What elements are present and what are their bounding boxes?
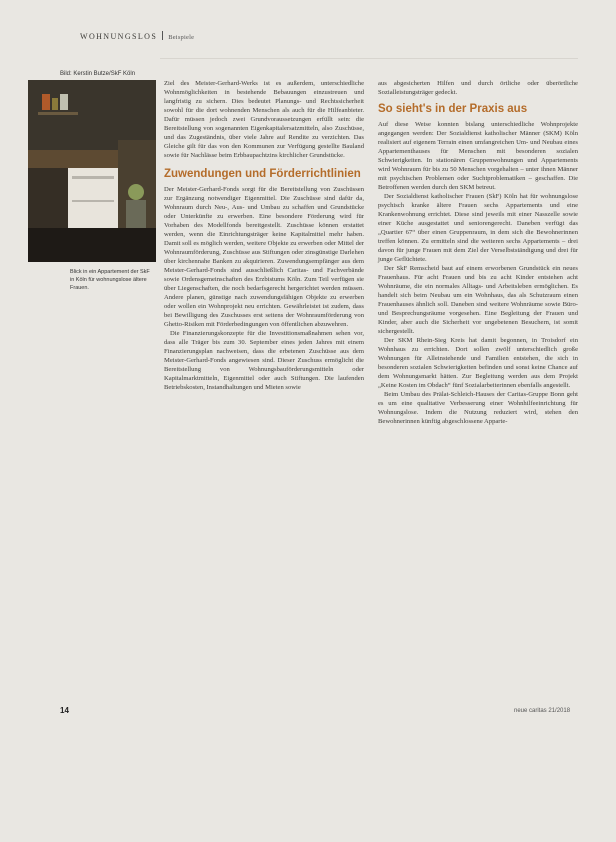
column2-paragraph-3: Der Sozialdienst katholischer Frauen (SkF) Köln hat für wohnungslose psychisch kranke ältere Frauen sechs Appartements und eine Krankenwohnung errichtet. Diese sind jeweils mit einer Nasszelle sowie einer Küche ausgestattet und seniorengerecht. Daneben verfügt das „Quartier 67“ über einen Gruppenraum, in dem sich die Bewohnerinnen treffen können. Zu ermitteln sind die weiteren sechs Appartements – drei davon für junge Frauen mit dem Ziel der Verselbstständigung und drei für junge Geflüchtete. — [378, 193, 578, 263]
column1-paragraph-2: Der Meister-Gerhard-Fonds sorgt für die Bereitstellung von Zuschüssen zur Ergänzung notwendiger Eigenmittel. Die Zuschüsse sind dafür da, Wohnraum durch Neu-, Aus- und Umbau zu schaffen und Grundstücke oder Unterkünfte zu erwerben. Eine besondere Förderung wird für Vorhaben des Modellfonds bereitgestellt. Zuschüsse können erstattet werden, wenn die Einrichtungsträger keine Kapitalmittel mehr haben. Damit soll es möglich werden, weitere Objekte zu erwerben oder Mittel der Wohnraumförderung, Zuschüsse aus Stiftungen oder zinsgünstige Darlehen über kirchennahe Banken zu akquirieren. Zuwendungsempfänger aus dem Meister-Gerhard-Fonds sind ausschließlich Caritas- und Fachverbände sowie Ordensgemeinschaften des Erzbistums Köln. Zum Teil verfügen sie über Liegenschaften, die noch bedarfsgerecht hergerichtet werden müssen. Andere planen, günstige nach zuwendungsfähigen Objekte zu erwerben oder wollen ein Wohnprojekt neu errichten. Gewährleistet ist zudem, dass bei Bewilligung des Zuschusses erst seitens der Wohnraumförderung von Ghetto-Risiken mit Förderbedingungen von öffentlichen abzuwehren. — [164, 186, 364, 328]
photo-credit: Bild: Kerstin Butze/SkF Köln — [60, 71, 136, 77]
column1-paragraph-1: Ziel des Meister-Gerhard-Werks ist es außerdem, unterschiedliche Wohnmöglichkeiten in bestehende Bebauungen einzustreuen und langfristig zu sichern. Dies bedeutet Planungs- und Rechtssicherheit sowohl für die dort wohnenden Menschen als auch für die Hilfeanbieter. Dafür müssen jedoch zwei Grundvoraussetzungen erfüllt sein: die Bereitstellung von sogenannten Eigenkapitalersatzmitteln, also Zuschüsse, und das Zugeständnis, über viele Jahre auf Rendite zu verzichten. Das Gleiche gilt für das von den Kommunen zur Verfügung gestellte Bauland sowie für Nachlässe beim Erbbaupachtzins kirchlicher Grundstücke. — [164, 80, 364, 159]
article-column-1 — [164, 79, 364, 392]
header-separator — [162, 31, 163, 40]
page-number: 14 — [60, 706, 69, 715]
section-heading-funding: Zuwendungen und Förderrichtlinien — [164, 168, 361, 180]
section-heading-practice: So sieht's in der Praxis aus — [378, 103, 528, 115]
article-column-2 — [378, 79, 578, 426]
apartment-photo-drawing — [28, 80, 156, 262]
running-header — [80, 31, 194, 41]
top-rule — [160, 58, 578, 59]
header-subsection: Beispiele — [168, 34, 195, 41]
column2-paragraph-6: Beim Umbau des Prälat-Schleich-Hauses der Caritas-Gruppe Bonn geht es um eine qualitative Verbesserung einer Wohnhilfeeinrichtung für Wohnungslose. Indem die Nutzung reduziert wird, stehen den Bewohnerinnen künftig abgeschlossene Apparte- — [378, 391, 578, 425]
publication-name: neue caritas 21/2018 — [514, 708, 571, 714]
column2-paragraph-1: aus abgesicherten Hilfen und durch örtliche oder überörtliche Sozialleistungsträger gedeckt. — [378, 80, 578, 96]
header-section: WOHNUNGSLOS — [80, 32, 158, 41]
photo-caption: Blick in ein Appartement der SkF in Köln für wohnungslose ältere Frauen. — [70, 269, 150, 291]
column1-paragraph-3: Die Finanzierungskonzepte für die Investitionsmaßnahmen sehen vor, dass alle Träger bis zum 30. September eines jeden Jahres mit einem Finanzierungsplan nachweisen, dass die erbetenen Zuschüsse aus dem Meister-Gerhard-Fonds angewiesen sind. Dieser Zuschuss ermöglicht die Bereitstellung von Wohnungsbauförderungsmitteln oder Kapitalmarktmitteln, Eigenmittel oder auch Stiftungen. Die laufenden Betriebskosten, Instandhaltungen und Mieten sowie — [164, 330, 364, 391]
column2-paragraph-2: Auf diese Weise konnten bislang unterschiedliche Wohnprojekte angegangen werden: Der Sozialdienst katholischer Männer (SKM) Köln realisiert auf eigenem Terrain einen umfangreichen Um- und Neubau eines Appartementhauses für Menschen mit besonderen sozialen Schwierigkeiten. In stationären Gruppenwohnungen und Appartements wird Wohnraum für bis zu 50 Menschen vorgehalten – unter ihnen Männer mit psychischen Problemen oder Suchtproblematiken – geschaffen. Die Betroffenen werden durch den SKM betreut. — [378, 121, 578, 191]
column2-paragraph-5: Der SKM Rhein-Sieg Kreis hat damit begonnen, in Troisdorf ein Wohnhaus zu errichten. Dort sollen zwölf unterschiedlich große Wohnungen für Alleinstehende und Familien entstehen, die sich in besonderen sozialen Schwierigkeiten befinden und sonst keine Chance auf dem Wohnungsmarkt hätten. Zur Begleitung werden aus dem Projekt „Keine Kosten im Obdach“ fünf Sozialarbeiterinnen ebenfalls angestellt. — [378, 337, 578, 389]
column2-paragraph-4: Der SkF Remscheid baut auf einem erworbenen Grundstück ein neues Frauenhaus. Für acht Frauen und bis zu acht Kinder entstehen acht Wohnräume, die ein normales Alltags- und Arbeitsleben ermöglichen. Es handelt sich beim Neubau um ein Wohnhaus, das als Schutzraum einen Frauenhauses ähnlich soll. Daneben sind weitere Wohnräume sowie Büro- und Besprechungsräume vorgesehen. Eine Begleitung der Frauen und Kinder, aber auch die Sicherheit vor ungebetenen Besuchern, ist somit sichergestellt. — [378, 265, 578, 335]
apartment-photo — [28, 80, 156, 262]
